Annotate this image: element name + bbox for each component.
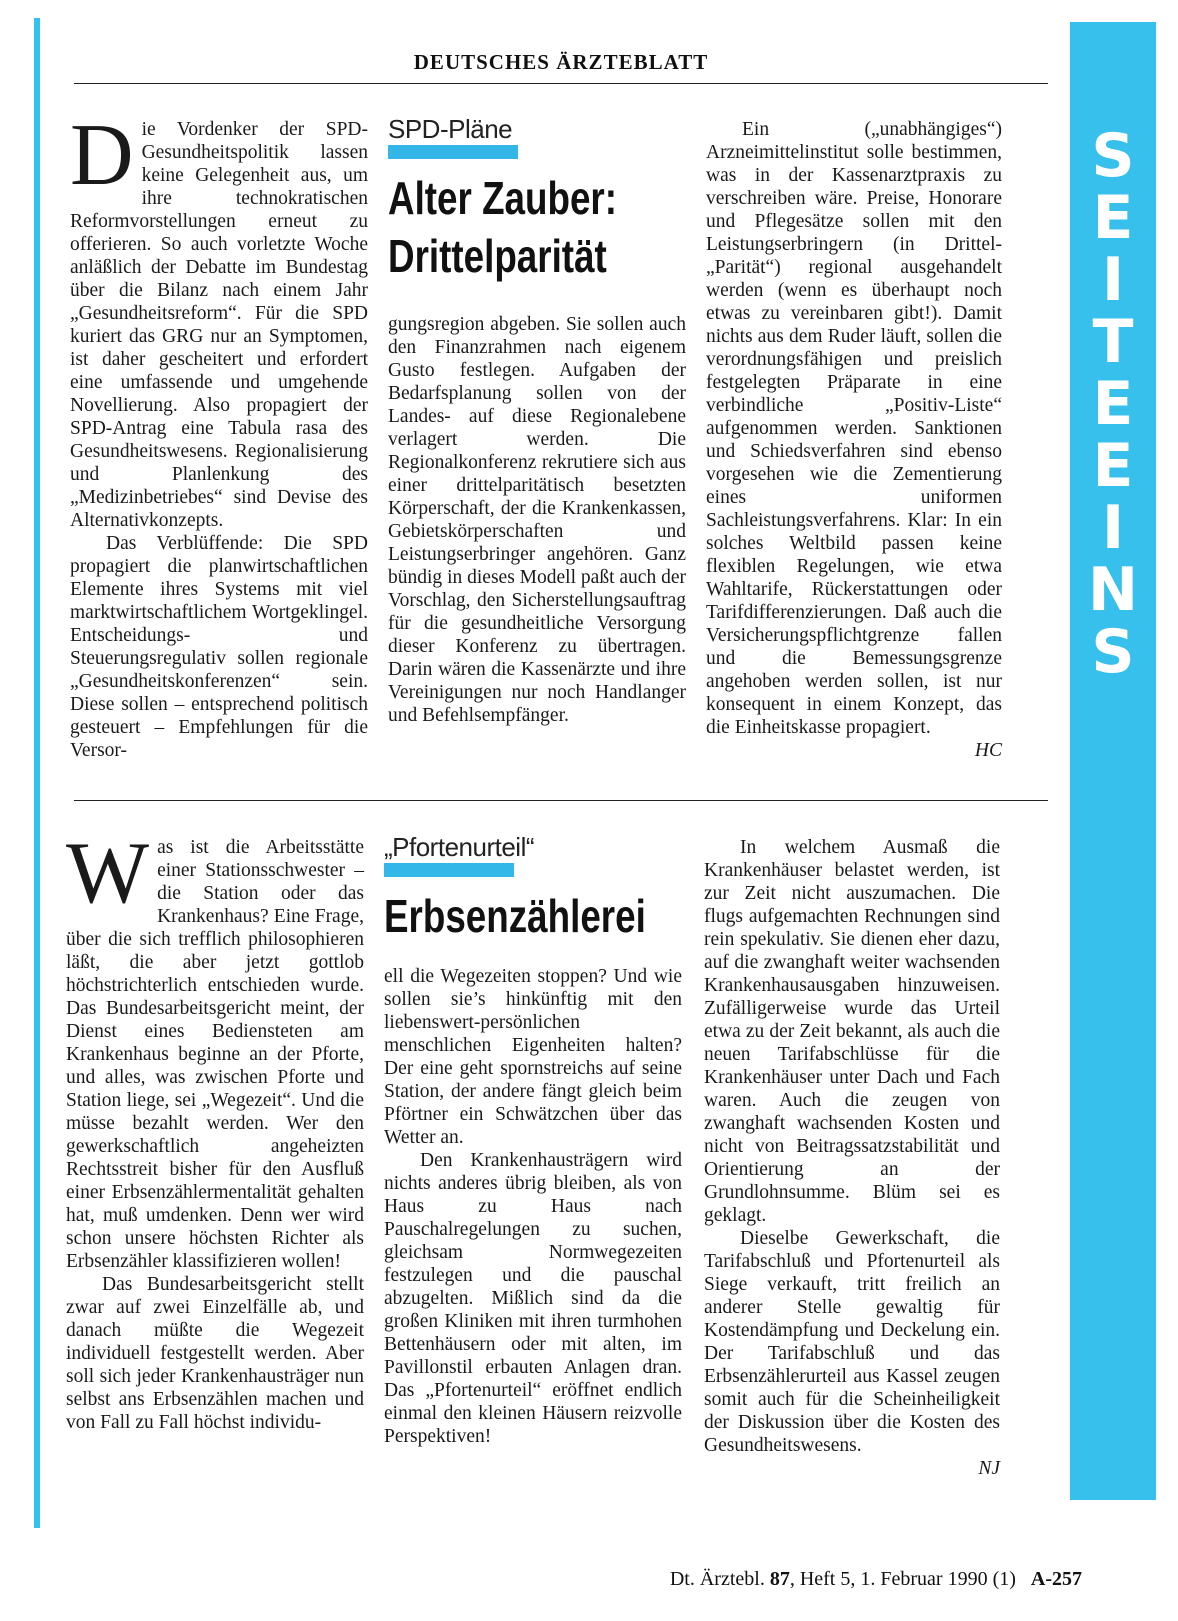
article1-kicker: SPD-Pläne	[388, 114, 513, 144]
article1-dropcap: D	[70, 107, 134, 204]
article1-col1-para-1: ie Vordenker der SPD-Gesundheitspolitik lassen keine Gelegenheit aus, um ihre technokratischen Reformvorstellungen erneut zu offerieren. So auch vorletzte Woche anläßlich der Debatte im Bundestag über die Bilanz nach einem Jahr „Gesundheitsreform“. Für die SPD kuriert das GRG nur an Symptomen, ist daher gescheitert und erfordert eine umfassende und umgehende Novellierung. Also propagiert der SPD-Antrag eine Tabula rasa des Gesundheitswesens. Regionalisierung und Planlenkung des „Medizinbetriebes“ sind Devise des Alternativkonzepts.	[70, 119, 368, 531]
article2-kicker: „Pfortenurteil“	[384, 832, 534, 862]
article2-col2-para-1: ell die Wegezeiten stoppen? Und wie sollen sie’s hinkünftig mit den liebenswert-persönlichen menschlichen Eigenheiten halten? Der eine geht spornstreichs auf seine Station, der andere fängt gleich beim Pförtner ein Schwätzchen über das Wetter an.	[384, 966, 682, 1148]
left-accent-bar	[34, 18, 40, 1528]
section-tab-letters	[1070, 121, 1156, 687]
article2-signature: NJ	[978, 1458, 1000, 1479]
article1-col3-text: Ein („unabhängiges“) Arzneimittelinstitut solle bestimmen, was in der Kassenarztpraxis zu verschreiben wäre. Preise, Honorare und Pflegesätze sollen mit den Leistungserbringern (in Drittel-„Parität“) regional ausgehandelt werden (wenn es überhaupt noch etwas zu vereinbaren gibt!). Damit nichts aus dem Ruder läuft, sollen die verordnungsfähigen und preislich festgelegten Präparate in eine verbindliche „Positiv-Liste“ aufgenommen werden. Sanktionen und Schiedsverfahren sind ebenso vorgesehen wie die Zementierung eines uniformen Sachleistungsverfahrens. Klar: In ein solches Weltbild passen keine flexiblen Regelungen, wie etwa Wahltarife, Rückerstattungen oder Tarifdifferenzierungen. Daß auch die Versicherungspflichtgrenze fallen und die Bemessungsgrenze angehoben werden sollen, ist nur konsequent in einem Konzept, das die Einheitskasse propagiert.	[706, 119, 1002, 738]
article1-signature: HC	[974, 740, 1002, 761]
article2-kicker-bar	[384, 863, 514, 877]
article-divider	[74, 800, 1048, 801]
section-tab-letter: I	[1101, 245, 1125, 315]
section-tab-letter: I	[1101, 493, 1125, 563]
article2-column-2	[384, 832, 682, 1448]
article2-col1-para-1: as ist die Arbeitsstätte einer Stationsschwester – die Station oder das Krankenhaus? Eine Frage, über die sich trefflich philosophieren läßt, die aber jetzt gottlob höchstrichterlich entschieden wurde. Das Bundesarbeitsgericht meint, der Dienst eines Bediensteten am Krankenhaus beginne an der Pforte, und alles, was zwischen Pforte und Station liege, sei „Wegezeit“. Und die müsse bezahlt werden. Wer den gewerkschaftlich angeheizten Rechtsstreit bisher für den Ausfluß einer Erbsenzählermentalität gehalten hat, muß umdenken. Denn wer wird schon unsere höchsten Richter als Erbsenzähler klassifizieren wollen!	[66, 837, 364, 1272]
article1-column-2	[388, 114, 686, 727]
article1-column-3	[706, 118, 1002, 762]
section-tab-letter: N	[1087, 555, 1139, 625]
article2-col2-para-2: Den Krankenhausträgern wird nichts anderes übrig bleiben, als von Haus zu Haus nach Pauschalregelungen zu suchen, gleichsam Normwegezeiten festzulegen und die pauschal abzugelten. Mißlich sind da die großen Kliniken mit ihren turmhohen Bettenhäusern oder mit alten, im Pavillonstil erbauten Anlagen dran. Das „Pfortenurteil“ eröffnet endlich einmal den kleinen Häusern reizvolle Perspektiven!	[384, 1150, 682, 1447]
footer-page-number: A-257	[1030, 1568, 1082, 1590]
section-tab-seite-eins	[1070, 22, 1156, 1500]
article2-column-3	[704, 836, 1000, 1480]
article1-col2-text: gungsregion abgeben. Sie sollen auch den Finanzrahmen nach eigenem Gusto festlegen. Aufgaben der Bedarfsplanung sollen von der Landes- auf diese Regionalebene verlagert werden. Die Regionalkonferenz rekrutiere sich aus einer drittelparitätisch besetzten Körperschaft, der die Krankenkassen, Gebietskörperschaften und Leistungserbringer angehören. Ganz bündig in dieses Modell paßt auch der Vorschlag, den Sicherstellungsauftrag für die gesundheitliche Versorgung dieser Konferenz zu übertragen. Darin wären die Kassenärzte und ihre Vereinigungen nur noch Handlanger und Befehlsempfänger.	[388, 314, 686, 726]
article2-headline: Erbsenzählerei	[384, 890, 646, 942]
footer-citation-suffix: , Heft 5, 1. Februar 1990 (1)	[789, 1568, 1016, 1590]
section-tab-letter: T	[1092, 307, 1134, 377]
article1-col1-para-2: Das Verblüffende: Die SPD propagiert die planwirtschaftlichen Elemente ihres Systems mit viel marktwirtschaftlichem Wortgeklingel. Entscheidungs- und Steuerungsregulativ sollen regionale „Gesundheitskonferenzen“ sein. Diese sollen – entsprechend politisch gesteuert – Empfehlungen für die Versor-	[70, 533, 368, 761]
page-footer	[670, 1568, 1082, 1591]
section-tab-letter: S	[1091, 121, 1135, 191]
article2-col1-para-2: Das Bundesarbeitsgericht stellt zwar auf zwei Einzelfälle ab, und danach müßte die Wegezeit individuell festgestellt werden. Aber soll sich jeder Krankenhausträger nun selbst ans Erbsenzählen machen und von Fall zu Fall höchst individu-	[66, 1274, 364, 1433]
article1-column-1	[70, 107, 368, 762]
section-tab-letter: E	[1092, 183, 1134, 253]
article1-kicker-bar	[388, 145, 518, 159]
article1-headline-line-1: Alter Zauber:	[388, 172, 618, 224]
article2-column-1	[66, 825, 364, 1434]
section-tab-letter: E	[1092, 431, 1134, 501]
footer-volume: 87	[769, 1568, 790, 1590]
footer-citation-prefix: Dt. Ärztebl.	[669, 1568, 765, 1590]
article2-col3-para-1: In welchem Ausmaß die Krankenhäuser belastet werden, ist zur Zeit nicht auszumachen. Die flugs aufgemachten Rechnungen sind rein spekulativ. Sie dienen eher dazu, auf die zwanghaft weiter wachsenden Krankenhausausgaben hinzuweisen. Zufälligerweise wurde das Urteil etwa zu der Zeit bekannt, als auch die neuen Tarifabschlüsse für die Krankenhäuser unter Dach und Fach waren. Auch die zeugen von zwanghaft wachsenden Kosten und nicht von Beitragssatzstabilität und Orientierung an der Grundlohnsumme. Blüm sei es geklagt.	[704, 837, 1000, 1226]
article1-headline-line-2: Drittelparität	[388, 230, 607, 282]
masthead	[74, 50, 1048, 84]
article2-dropcap: W	[66, 825, 150, 922]
article2-col3-para-2: Dieselbe Gewerkschaft, die Tarifabschluß und Pfortenurteil als Siege verkauft, tritt freilich an anderer Stelle gewaltig für Kostendämpfung und Deckelung ein. Der Tarifabschluß und das Erbsenzählerurteil aus Kassel zeugen somit auch für die Scheinheiligkeit der Diskussion über die Kosten des Gesundheitswesens.	[704, 1228, 1000, 1456]
section-tab-letter: E	[1092, 369, 1134, 439]
section-tab-letter: S	[1091, 617, 1135, 687]
masthead-title: DEUTSCHES ÄRZTEBLATT	[413, 50, 709, 74]
